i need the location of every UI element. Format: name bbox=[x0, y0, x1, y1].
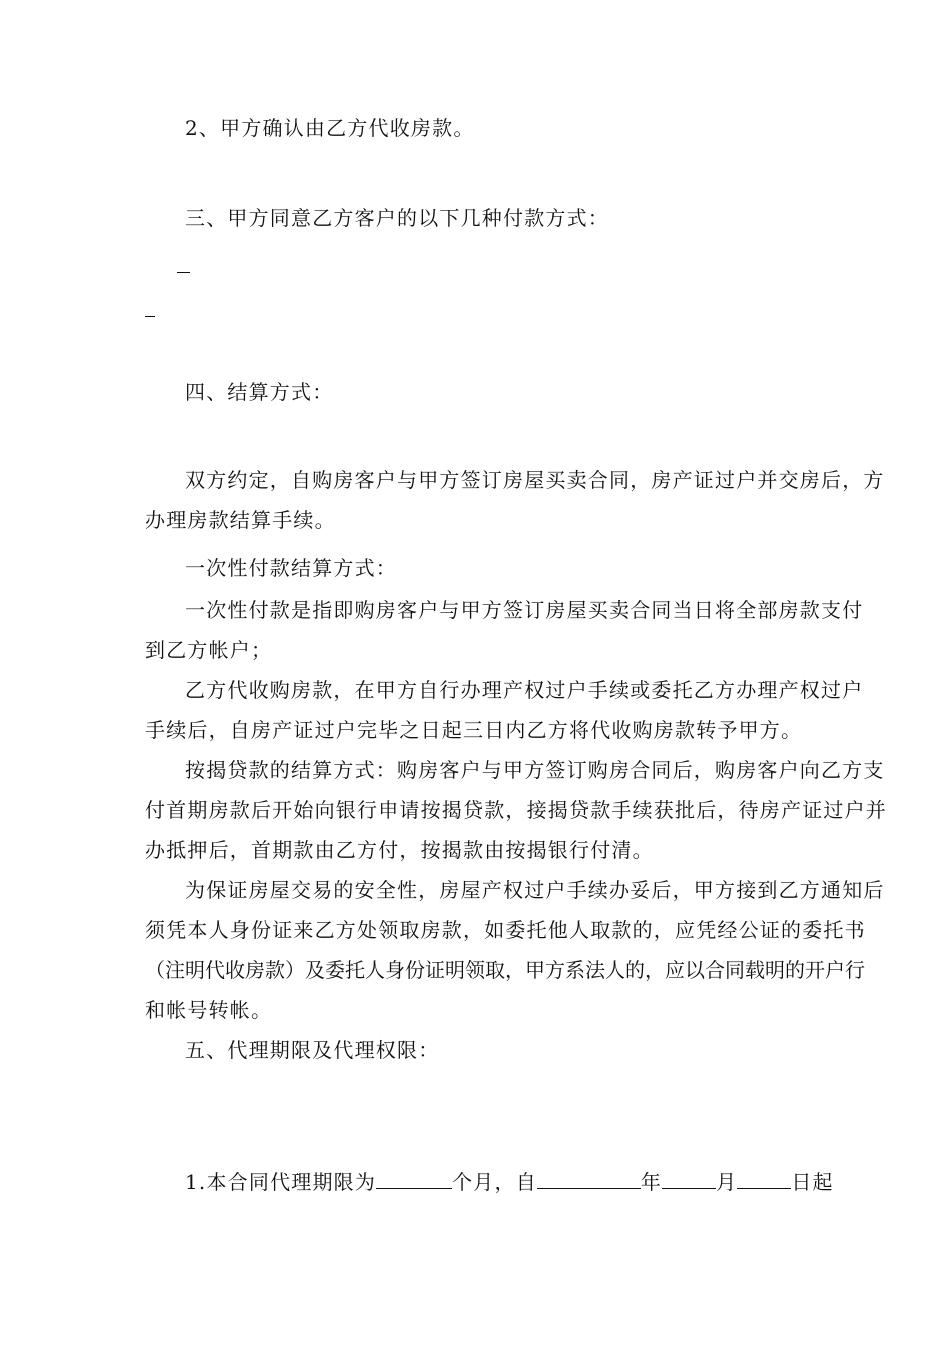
paragraph-line: 办抵押后，首期款由乙方付，按揭款由按揭银行付清。 bbox=[145, 838, 654, 862]
paragraph-line: 手续后，自房产证过户完毕之日起三日内乙方将代收购房款转予甲方。 bbox=[145, 718, 803, 742]
paragraph-line: 办理房款结算手续。 bbox=[145, 508, 336, 532]
blank-line-mark bbox=[145, 316, 155, 317]
paragraph-line: 一次性付款结算方式： bbox=[185, 556, 397, 580]
blank-line-mark bbox=[177, 272, 190, 273]
day-blank[interactable] bbox=[737, 1170, 791, 1189]
term-text: 年 bbox=[640, 1170, 663, 1194]
month-blank[interactable] bbox=[662, 1170, 716, 1189]
paragraph-line: （注明代收房款）及委托人身份证明领取，甲方系法人的，应以合同载明的开户行 bbox=[145, 958, 865, 982]
year-blank[interactable] bbox=[537, 1170, 641, 1189]
section-5-heading: 五、代理期限及代理权限： bbox=[185, 1038, 440, 1062]
paragraph-line: 和帐号转帐。 bbox=[145, 998, 273, 1022]
section-4-heading: 四、结算方式： bbox=[185, 380, 334, 404]
paragraph-line: 到乙方帐户； bbox=[145, 638, 273, 662]
paragraph-line: 须凭本人身份证来乙方处领取房款，如委托他人取款的，应凭经公证的委托书 bbox=[145, 918, 866, 942]
paragraph-line: 乙方代收购房款，在甲方自行办理产权过户手续或委托乙方办理产权过户 bbox=[185, 678, 864, 702]
term-text: 1.本合同代理期限为 bbox=[185, 1170, 377, 1194]
item-2: 2、甲方确认由乙方代收房款。 bbox=[185, 116, 475, 140]
paragraph-line: 按揭贷款的结算方式：购房客户与甲方签订购房合同后，购房客户向乙方支 bbox=[185, 758, 885, 782]
term-text: 日起 bbox=[791, 1170, 834, 1194]
paragraph-line: 双方约定，自购房客户与甲方签订房屋买卖合同，房产证过户并交房后，方 bbox=[185, 468, 885, 492]
months-blank[interactable] bbox=[376, 1170, 452, 1189]
agency-term-line bbox=[185, 1170, 834, 1194]
paragraph-line: 一次性付款是指即购房客户与甲方签订房屋买卖合同当日将全部房款支付 bbox=[185, 598, 864, 622]
section-3-heading: 三、甲方同意乙方客户的以下几种付款方式： bbox=[185, 206, 609, 230]
paragraph-line: 付首期房款后开始向银行申请按揭贷款，接揭贷款手续获批后，待房产证过户并 bbox=[145, 798, 887, 822]
term-text: 月 bbox=[716, 1170, 738, 1194]
term-text: 个月，自 bbox=[452, 1170, 537, 1194]
paragraph-line: 为保证房屋交易的安全性，房屋产权过户手续办妥后，甲方接到乙方通知后 bbox=[185, 878, 885, 902]
